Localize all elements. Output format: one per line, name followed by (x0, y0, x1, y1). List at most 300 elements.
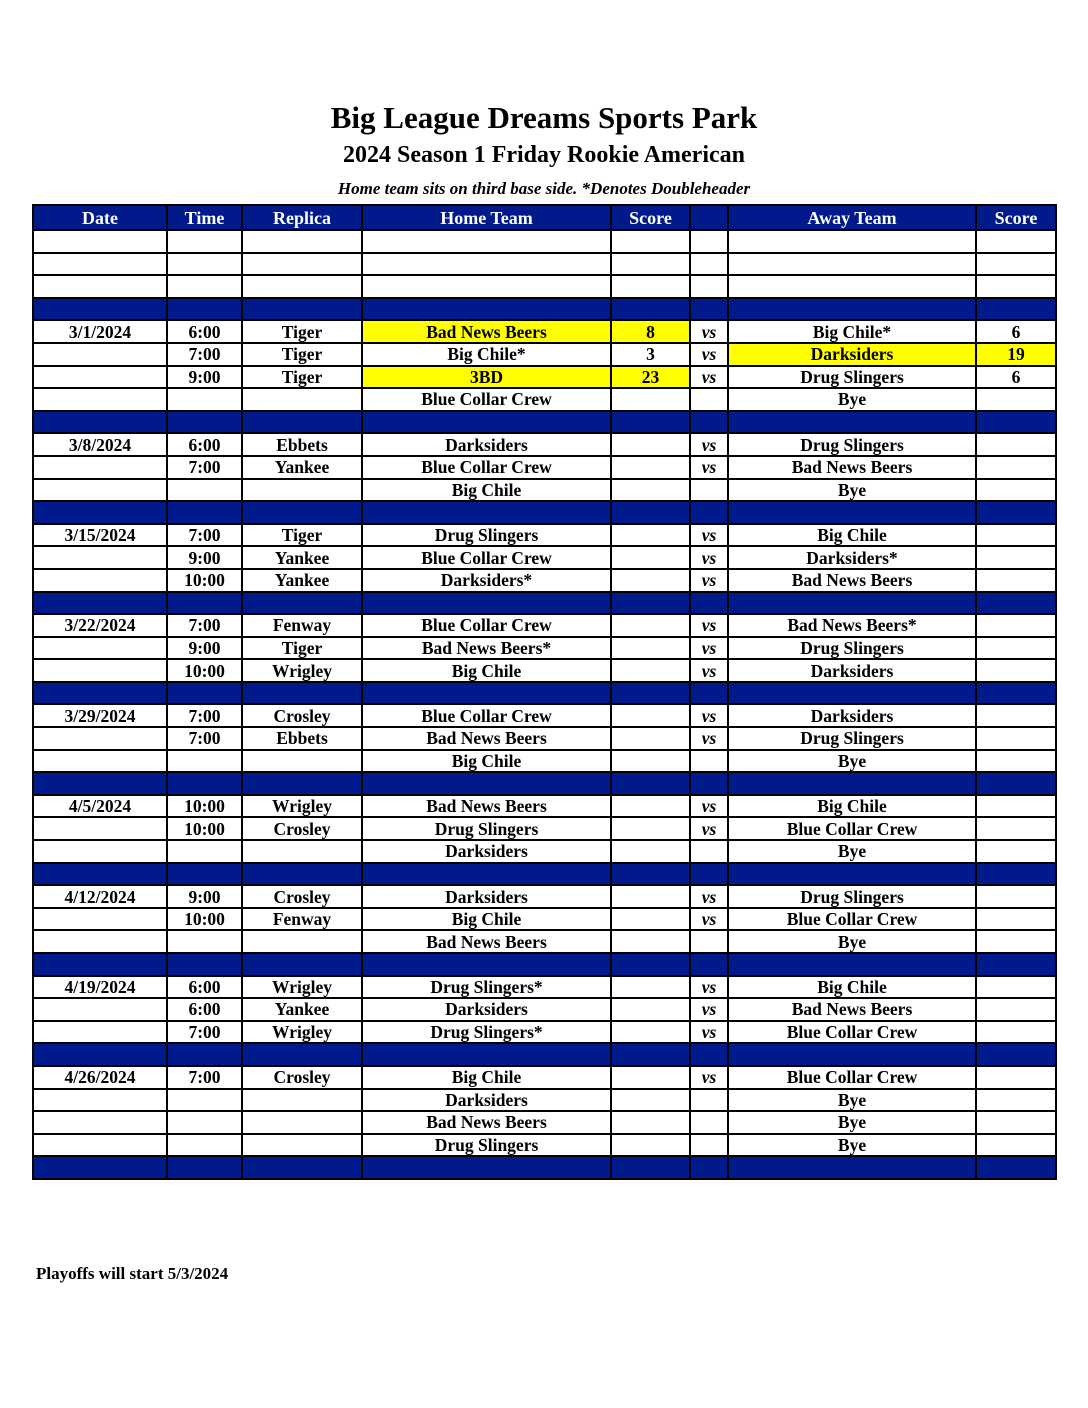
time-cell: 10:00 (167, 659, 242, 682)
away-score-cell (976, 569, 1056, 592)
vs-cell (690, 1156, 728, 1179)
home-team-cell: Blue Collar Crew (362, 456, 611, 479)
date-cell (33, 998, 167, 1021)
away-score-cell (976, 750, 1056, 773)
time-cell: 6:00 (167, 998, 242, 1021)
date-cell (33, 546, 167, 569)
home-team-cell: Bad News Beers (362, 1111, 611, 1134)
away-score-cell (976, 1066, 1056, 1089)
away-score-cell (976, 953, 1056, 976)
away-team-cell: Bad News Beers (728, 456, 976, 479)
schedule-body (33, 230, 1056, 1179)
home-team-cell: Bad News Beers* (362, 637, 611, 660)
vs-cell: vs (690, 614, 728, 637)
replica-cell: Yankee (242, 456, 362, 479)
home-team-cell (362, 682, 611, 705)
date-cell (33, 637, 167, 660)
away-team-cell: Bye (728, 479, 976, 502)
replica-cell: Yankee (242, 569, 362, 592)
date-cell (33, 863, 167, 886)
vs-cell (690, 592, 728, 615)
away-score-cell (976, 1089, 1056, 1112)
schedule-note: Home team sits on third base side. *Denotes Doubleheader (337, 179, 751, 198)
time-cell (167, 253, 242, 276)
away-team-cell: Blue Collar Crew (728, 1021, 976, 1044)
home-team-cell (362, 1156, 611, 1179)
away-score-cell (976, 863, 1056, 886)
replica-cell: Tiger (242, 343, 362, 366)
home-team-cell (362, 1043, 611, 1066)
table-row (33, 817, 1056, 840)
blank-row (33, 275, 1056, 298)
vs-cell (690, 750, 728, 773)
away-team-cell: Darksiders (728, 659, 976, 682)
home-score-cell: 3 (611, 343, 690, 366)
date-cell (33, 840, 167, 863)
date-cell (33, 682, 167, 705)
away-score-cell (976, 885, 1056, 908)
vs-cell (690, 840, 728, 863)
time-cell: 6:00 (167, 976, 242, 999)
date-cell (33, 953, 167, 976)
time-cell: 7:00 (167, 1021, 242, 1044)
away-team-cell (728, 501, 976, 524)
home-team-cell: Bad News Beers (362, 320, 611, 343)
date-cell (33, 411, 167, 434)
home-score-cell (611, 614, 690, 637)
date-cell (33, 908, 167, 931)
table-row (33, 704, 1056, 727)
time-cell (167, 298, 242, 321)
home-team-cell: Darksiders (362, 433, 611, 456)
replica-cell: Fenway (242, 614, 362, 637)
vs-cell (690, 275, 728, 298)
date-cell (33, 592, 167, 615)
away-score-cell (976, 637, 1056, 660)
home-team-cell (362, 863, 611, 886)
table-row (33, 908, 1056, 931)
col-header-away-score: Score (976, 205, 1056, 230)
away-team-cell (728, 1043, 976, 1066)
away-score-cell (976, 411, 1056, 434)
home-team-cell: Drug Slingers (362, 817, 611, 840)
replica-cell: Tiger (242, 320, 362, 343)
away-team-cell: Big Chile* (728, 320, 976, 343)
home-team-cell: Big Chile* (362, 343, 611, 366)
table-row (33, 840, 1056, 863)
week-separator-row (33, 682, 1056, 705)
time-cell: 9:00 (167, 546, 242, 569)
away-team-cell: Darksiders (728, 343, 976, 366)
date-cell: 3/29/2024 (33, 704, 167, 727)
vs-cell: vs (690, 456, 728, 479)
home-score-cell (611, 704, 690, 727)
away-team-cell: Bye (728, 840, 976, 863)
time-cell: 9:00 (167, 366, 242, 389)
away-team-cell: Drug Slingers (728, 885, 976, 908)
time-cell (167, 953, 242, 976)
time-cell (167, 772, 242, 795)
away-team-cell: Bye (728, 1089, 976, 1112)
vs-cell: vs (690, 727, 728, 750)
vs-cell (690, 1089, 728, 1112)
replica-cell (242, 1134, 362, 1157)
date-cell (33, 1111, 167, 1134)
replica-cell (242, 275, 362, 298)
col-header-away-team: Away Team (728, 205, 976, 230)
date-cell (33, 298, 167, 321)
replica-cell (242, 682, 362, 705)
vs-cell: vs (690, 908, 728, 931)
replica-cell (242, 1043, 362, 1066)
home-score-cell (611, 863, 690, 886)
time-cell (167, 1111, 242, 1134)
away-team-cell: Bye (728, 1111, 976, 1134)
away-score-cell: 6 (976, 320, 1056, 343)
vs-cell: vs (690, 998, 728, 1021)
home-score-cell (611, 433, 690, 456)
home-score-cell: 23 (611, 366, 690, 389)
date-cell (33, 727, 167, 750)
time-cell: 7:00 (167, 343, 242, 366)
vs-cell: vs (690, 1066, 728, 1089)
away-score-cell (976, 772, 1056, 795)
replica-cell (242, 592, 362, 615)
home-team-cell: Bad News Beers (362, 930, 611, 953)
vs-cell: vs (690, 795, 728, 818)
table-row (33, 479, 1056, 502)
away-score-cell (976, 388, 1056, 411)
away-score-cell (976, 930, 1056, 953)
home-score-cell: 8 (611, 320, 690, 343)
away-team-cell: Bad News Beers (728, 569, 976, 592)
home-team-cell: Blue Collar Crew (362, 546, 611, 569)
date-cell (33, 388, 167, 411)
time-cell: 7:00 (167, 456, 242, 479)
replica-cell: Wrigley (242, 795, 362, 818)
table-row (33, 366, 1056, 389)
replica-cell (242, 863, 362, 886)
vs-cell (690, 772, 728, 795)
home-team-cell (362, 411, 611, 434)
home-score-cell (611, 1021, 690, 1044)
away-team-cell (728, 411, 976, 434)
home-score-cell (611, 682, 690, 705)
home-score-cell (611, 479, 690, 502)
table-header-row (33, 205, 1056, 230)
away-score-cell (976, 1021, 1056, 1044)
away-score-cell (976, 704, 1056, 727)
vs-cell: vs (690, 524, 728, 547)
away-team-cell: Darksiders* (728, 546, 976, 569)
time-cell (167, 479, 242, 502)
replica-cell: Wrigley (242, 659, 362, 682)
away-score-cell (976, 998, 1056, 1021)
home-score-cell (611, 456, 690, 479)
home-score-cell (611, 411, 690, 434)
away-team-cell (728, 592, 976, 615)
replica-cell (242, 750, 362, 773)
away-team-cell: Blue Collar Crew (728, 908, 976, 931)
date-cell: 3/8/2024 (33, 433, 167, 456)
vs-cell: vs (690, 704, 728, 727)
away-score-cell (976, 298, 1056, 321)
vs-cell: vs (690, 366, 728, 389)
home-score-cell (611, 275, 690, 298)
home-team-cell: Darksiders (362, 885, 611, 908)
away-team-cell: Bye (728, 388, 976, 411)
home-score-cell (611, 795, 690, 818)
home-team-cell (362, 592, 611, 615)
col-header-vs (690, 205, 728, 230)
vs-cell: vs (690, 320, 728, 343)
home-score-cell (611, 298, 690, 321)
home-team-cell: Big Chile (362, 659, 611, 682)
date-cell: 4/19/2024 (33, 976, 167, 999)
home-score-cell (611, 546, 690, 569)
home-team-cell: Drug Slingers* (362, 1021, 611, 1044)
vs-cell: vs (690, 1021, 728, 1044)
vs-cell: vs (690, 569, 728, 592)
col-header-replica: Replica (242, 205, 362, 230)
time-cell: 9:00 (167, 637, 242, 660)
away-team-cell (728, 1156, 976, 1179)
replica-cell: Fenway (242, 908, 362, 931)
away-team-cell: Big Chile (728, 976, 976, 999)
date-cell: 3/22/2024 (33, 614, 167, 637)
date-cell (33, 343, 167, 366)
date-cell (33, 479, 167, 502)
home-team-cell: Blue Collar Crew (362, 388, 611, 411)
replica-cell (242, 1156, 362, 1179)
home-score-cell (611, 1111, 690, 1134)
footer-note: Playoffs will start 5/3/2024 (36, 1264, 229, 1283)
vs-cell: vs (690, 817, 728, 840)
away-score-cell (976, 253, 1056, 276)
table-row (33, 614, 1056, 637)
home-team-cell (362, 253, 611, 276)
table-row (33, 524, 1056, 547)
col-header-home-team: Home Team (362, 205, 611, 230)
home-team-cell: Big Chile (362, 908, 611, 931)
date-cell (33, 1043, 167, 1066)
away-score-cell (976, 275, 1056, 298)
table-row (33, 750, 1056, 773)
week-separator-row (33, 592, 1056, 615)
away-score-cell (976, 908, 1056, 931)
date-cell (33, 1156, 167, 1179)
away-score-cell (976, 479, 1056, 502)
week-separator-row (33, 953, 1056, 976)
time-cell (167, 1089, 242, 1112)
replica-cell: Yankee (242, 998, 362, 1021)
time-cell: 10:00 (167, 569, 242, 592)
time-cell (167, 930, 242, 953)
time-cell (167, 501, 242, 524)
vs-cell (690, 411, 728, 434)
away-team-cell (728, 953, 976, 976)
time-cell: 7:00 (167, 704, 242, 727)
away-team-cell: Bye (728, 930, 976, 953)
home-team-cell: Drug Slingers* (362, 976, 611, 999)
time-cell: 7:00 (167, 614, 242, 637)
away-score-cell (976, 614, 1056, 637)
away-team-cell: Drug Slingers (728, 366, 976, 389)
time-cell: 7:00 (167, 524, 242, 547)
table-row (33, 637, 1056, 660)
table-row (33, 343, 1056, 366)
replica-cell: Wrigley (242, 1021, 362, 1044)
time-cell (167, 1156, 242, 1179)
table-row (33, 1134, 1056, 1157)
date-cell (33, 772, 167, 795)
away-team-cell: Darksiders (728, 704, 976, 727)
home-team-cell (362, 953, 611, 976)
away-team-cell: Bye (728, 750, 976, 773)
replica-cell (242, 501, 362, 524)
table-row (33, 795, 1056, 818)
away-score-cell (976, 682, 1056, 705)
time-cell (167, 682, 242, 705)
replica-cell (242, 772, 362, 795)
time-cell (167, 275, 242, 298)
home-team-cell: Drug Slingers (362, 1134, 611, 1157)
home-score-cell (611, 1156, 690, 1179)
vs-cell (690, 953, 728, 976)
date-cell: 4/5/2024 (33, 795, 167, 818)
away-team-cell: Blue Collar Crew (728, 817, 976, 840)
blank-row (33, 230, 1056, 253)
date-cell (33, 1089, 167, 1112)
week-separator-row (33, 1043, 1056, 1066)
away-score-cell: 19 (976, 343, 1056, 366)
away-team-cell: Blue Collar Crew (728, 1066, 976, 1089)
table-row (33, 1066, 1056, 1089)
away-score-cell (976, 230, 1056, 253)
home-team-cell: Big Chile (362, 750, 611, 773)
home-score-cell (611, 569, 690, 592)
home-score-cell (611, 253, 690, 276)
home-score-cell (611, 998, 690, 1021)
replica-cell (242, 298, 362, 321)
home-team-cell (362, 275, 611, 298)
home-score-cell (611, 230, 690, 253)
home-score-cell (611, 592, 690, 615)
col-header-time: Time (167, 205, 242, 230)
col-header-home-score: Score (611, 205, 690, 230)
away-score-cell (976, 546, 1056, 569)
page-subtitle: 2024 Season 1 Friday Rookie American (343, 142, 745, 168)
home-team-cell: Drug Slingers (362, 524, 611, 547)
away-team-cell: Big Chile (728, 795, 976, 818)
schedule-table (32, 204, 1057, 1180)
date-cell: 3/1/2024 (33, 320, 167, 343)
home-score-cell (611, 501, 690, 524)
table-row (33, 1021, 1056, 1044)
away-score-cell (976, 817, 1056, 840)
home-team-cell: 3BD (362, 366, 611, 389)
vs-cell (690, 388, 728, 411)
time-cell: 10:00 (167, 795, 242, 818)
vs-cell: vs (690, 976, 728, 999)
home-score-cell (611, 1134, 690, 1157)
table-row (33, 320, 1056, 343)
home-score-cell (611, 524, 690, 547)
time-cell (167, 840, 242, 863)
replica-cell: Ebbets (242, 433, 362, 456)
date-cell (33, 569, 167, 592)
replica-cell (242, 230, 362, 253)
replica-cell (242, 953, 362, 976)
away-score-cell (976, 727, 1056, 750)
time-cell (167, 388, 242, 411)
table-row (33, 998, 1056, 1021)
vs-cell (690, 253, 728, 276)
home-team-cell: Darksiders* (362, 569, 611, 592)
away-score-cell (976, 659, 1056, 682)
time-cell (167, 863, 242, 886)
date-cell: 3/15/2024 (33, 524, 167, 547)
col-header-date: Date (33, 205, 167, 230)
home-team-cell: Bad News Beers (362, 795, 611, 818)
away-team-cell (728, 275, 976, 298)
home-score-cell (611, 908, 690, 931)
table-row (33, 388, 1056, 411)
away-team-cell: Bad News Beers (728, 998, 976, 1021)
home-team-cell: Darksiders (362, 998, 611, 1021)
time-cell (167, 1043, 242, 1066)
replica-cell: Crosley (242, 704, 362, 727)
replica-cell: Tiger (242, 366, 362, 389)
home-score-cell (611, 772, 690, 795)
home-team-cell: Darksiders (362, 840, 611, 863)
home-score-cell (611, 659, 690, 682)
time-cell: 9:00 (167, 885, 242, 908)
page-title: Big League Dreams Sports Park (330, 100, 758, 135)
replica-cell: Crosley (242, 1066, 362, 1089)
away-team-cell (728, 298, 976, 321)
replica-cell (242, 1089, 362, 1112)
away-team-cell (728, 863, 976, 886)
home-score-cell (611, 750, 690, 773)
time-cell: 6:00 (167, 433, 242, 456)
week-separator-row (33, 298, 1056, 321)
table-row (33, 976, 1056, 999)
away-team-cell: Bye (728, 1134, 976, 1157)
date-cell (33, 930, 167, 953)
home-team-cell: Blue Collar Crew (362, 704, 611, 727)
vs-cell: vs (690, 433, 728, 456)
replica-cell (242, 253, 362, 276)
home-score-cell (611, 953, 690, 976)
away-score-cell (976, 1043, 1056, 1066)
replica-cell (242, 840, 362, 863)
home-score-cell (611, 976, 690, 999)
table-row (33, 885, 1056, 908)
away-team-cell (728, 682, 976, 705)
date-cell (33, 253, 167, 276)
home-score-cell (611, 1089, 690, 1112)
home-team-cell (362, 298, 611, 321)
away-score-cell (976, 1111, 1056, 1134)
table-row (33, 569, 1056, 592)
home-team-cell: Big Chile (362, 479, 611, 502)
home-score-cell (611, 727, 690, 750)
home-score-cell (611, 930, 690, 953)
vs-cell: vs (690, 546, 728, 569)
vs-cell: vs (690, 659, 728, 682)
date-cell (33, 1134, 167, 1157)
